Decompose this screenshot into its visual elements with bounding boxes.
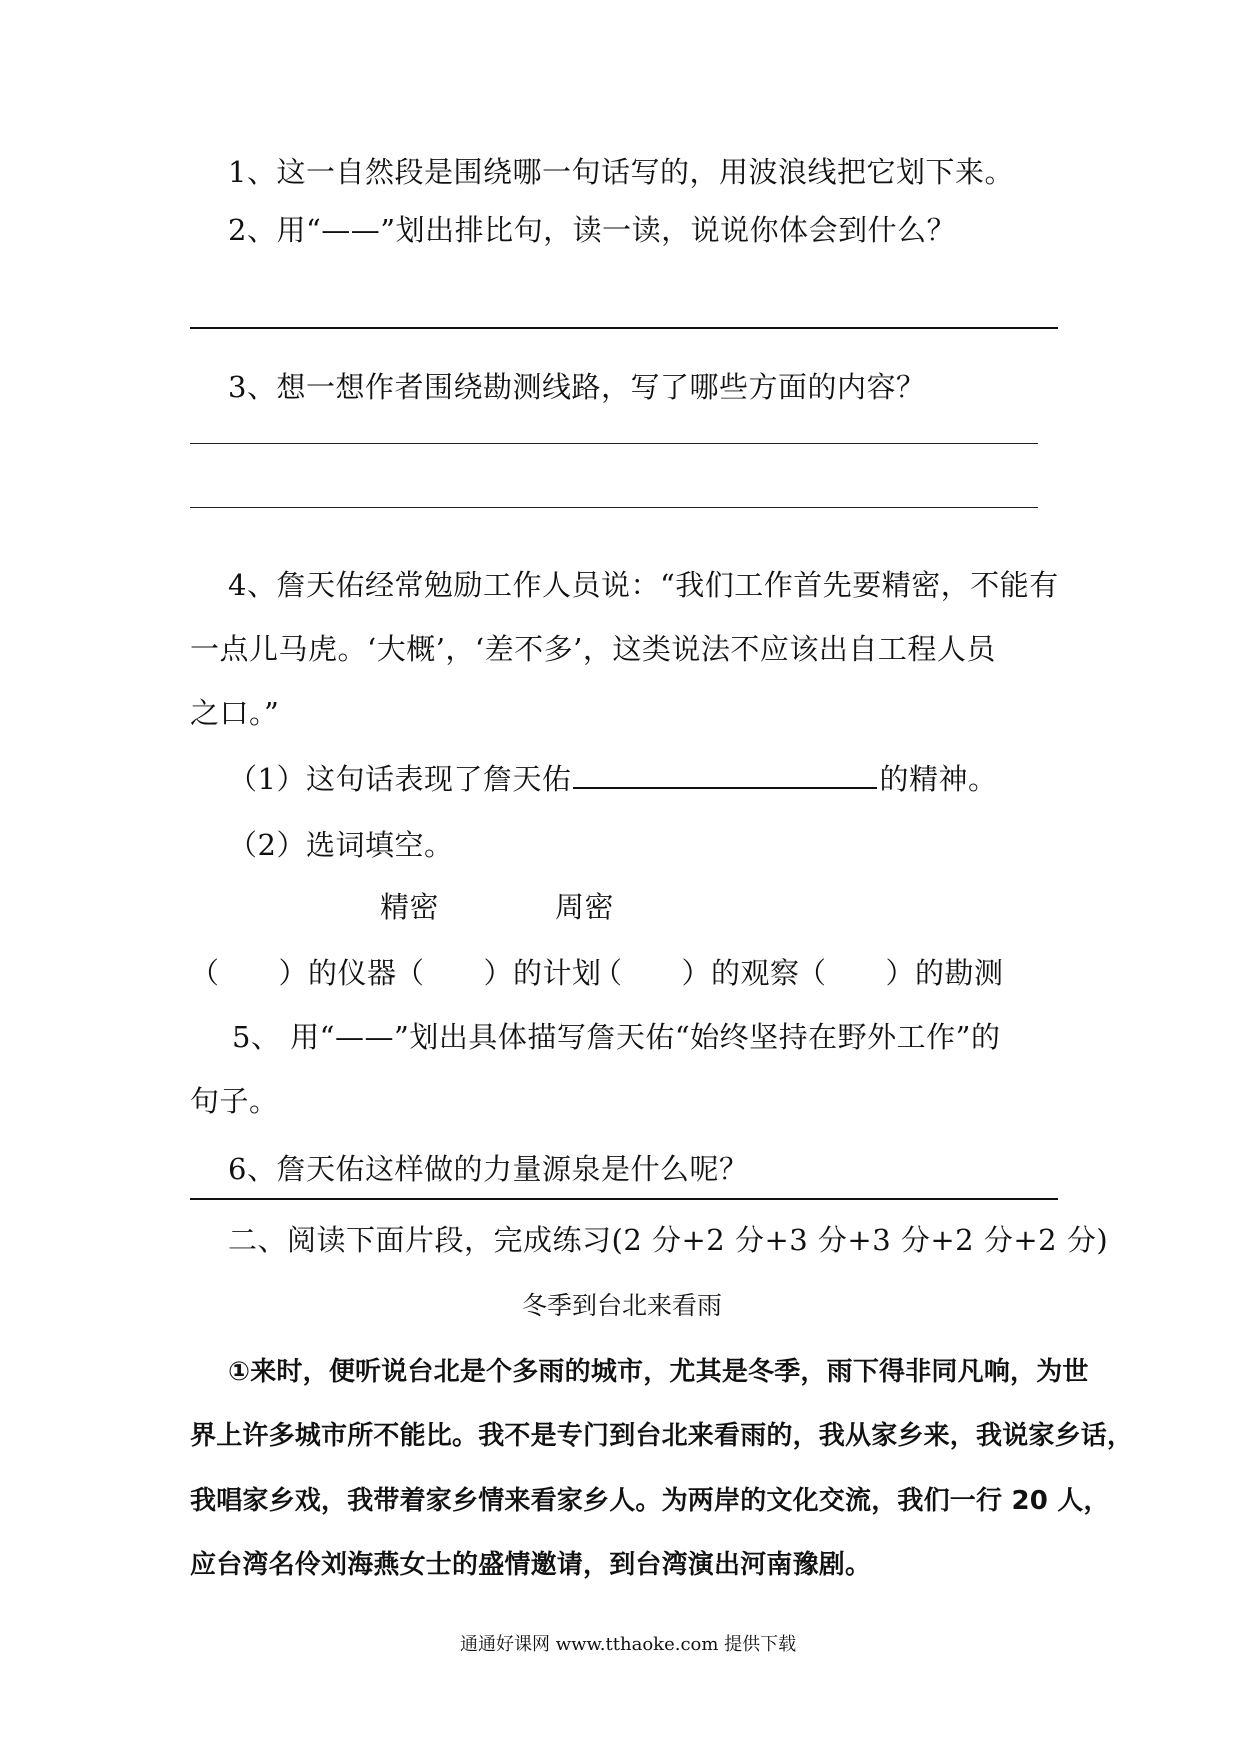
- passage-line-2: 界上许多城市所不能比。我不是专门到台北来看雨的，我从家乡来，我说家乡话，: [190, 1421, 1134, 1451]
- question-1: 1、这一自然段是围绕哪一句话写的，用波浪线把它划下来。: [228, 155, 1014, 189]
- answer-line-q6[interactable]: [190, 1198, 1058, 1200]
- question-4-line-2: 一点儿马虎。‘大概’，‘差不多’，这类说法不应该出自工程人员: [190, 632, 996, 666]
- sub-1-suffix: 的精神。: [879, 762, 998, 796]
- section-2-heading: 二、阅读下面片段，完成练习(2 分+2 分+3 分+3 分+2 分+2 分): [228, 1223, 1109, 1257]
- question-4-line-1: 4、詹天佑经常勉励工作人员说：“我们工作首先要精密，不能有: [228, 568, 1059, 602]
- question-3: 3、想一想作者围绕勘测线路，写了哪些方面的内容？: [228, 370, 926, 404]
- fill-item-3[interactable]: （ ）的观察: [593, 956, 800, 990]
- passage-line-3: 我唱家乡戏，我带着家乡情来看家乡人。为两岸的文化交流，我们一行 20 人，: [190, 1486, 1110, 1516]
- sub-1-blank[interactable]: [573, 759, 877, 789]
- word-option-2: 周密: [555, 890, 615, 924]
- word-option-1: 精密: [380, 890, 440, 924]
- question-2: 2、用“——”划出排比句，读一读，说说你体会到什么？: [228, 213, 957, 247]
- question-4-sub-1: [228, 757, 997, 798]
- fill-item-4[interactable]: （ ）的勘测: [797, 956, 1004, 990]
- passage-line-4: 应台湾名伶刘海燕女士的盛情邀请，到台湾演出河南豫剧。: [190, 1550, 872, 1580]
- question-4-line-3: 之口。”: [190, 696, 280, 730]
- question-5-line-1: 5、 用“——”划出具体描写詹天佑“始终坚持在野外工作”的: [232, 1020, 1001, 1054]
- question-4-sub-2: （2）选词填空。: [228, 828, 454, 862]
- question-5-line-2: 句子。: [190, 1084, 279, 1118]
- page-footer: 通通好课网 www.tthaoke.com 提供下载: [460, 1634, 797, 1655]
- passage-title: 冬季到台北来看雨: [522, 1291, 723, 1320]
- answer-line-q3-2[interactable]: [190, 507, 1038, 508]
- sub-1-prefix: （1）这句话表现了詹天佑: [228, 762, 572, 796]
- answer-line-q2[interactable]: [190, 327, 1058, 329]
- question-6: 6、詹天佑这样做的力量源泉是什么呢？: [228, 1152, 749, 1186]
- fill-item-1[interactable]: （ ）的仪器: [190, 956, 397, 990]
- fill-item-2[interactable]: （ ）的计划: [395, 956, 602, 990]
- passage-line-1: ①来时，便听说台北是个多雨的城市，尤其是冬季，雨下得非同凡响，为世: [228, 1357, 1089, 1387]
- answer-line-q3-1[interactable]: [190, 443, 1038, 444]
